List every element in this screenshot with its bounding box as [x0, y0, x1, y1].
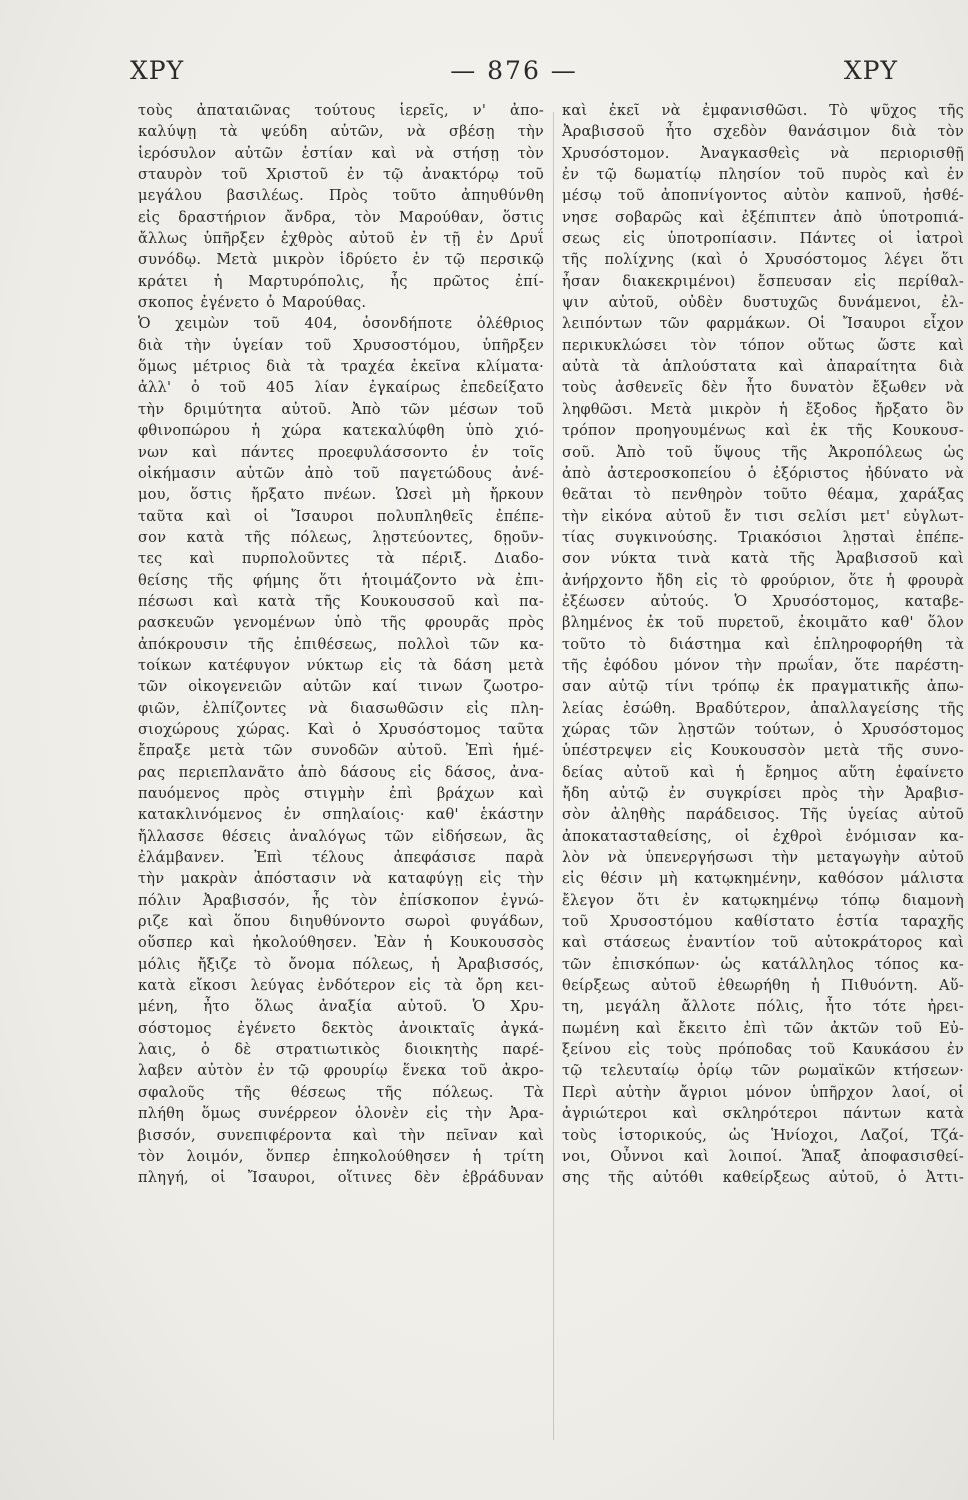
- text-line: σον νύκτα τινὰ κατὰ τῆς Ἀραβισσοῦ καὶ: [562, 550, 964, 568]
- text-line: νησε σοβαρῶς καὶ ἐξέπιπτεν ἀπὸ ὑποτροπιά-: [562, 208, 964, 226]
- text-line: τὴν δριμύτητα αὐτοῦ. Ἀπὸ τῶν μέσων τοῦ: [138, 400, 544, 418]
- text-line: Ὁ χειμὼν τοῦ 404, ὁσονδήποτε ὀλέθριος: [138, 315, 544, 333]
- text-line: οἰκήμασιν αὐτῶν ἀπὸ τοῦ παγετώδους ἀνέ-: [138, 464, 544, 482]
- text-line: καλύψῃ τὰ ψεύδη αὐτῶν, νὰ σβέσῃ τὴν: [138, 123, 544, 141]
- text-line: σης τῆς αὐτόθι καθείρξεως αὐτοῦ, ὁ Ἀττι-: [562, 1169, 964, 1187]
- text-line: τοίκων κατέφυγον νύκτωρ εἰς τὰ δάση μετὰ: [138, 656, 544, 674]
- header-right: ΧΡΥ: [843, 55, 898, 85]
- text-line: τοὺς ἱστορικούς, ὡς Ἡνίοχοι, Λαζοί, Τζά-: [562, 1126, 964, 1144]
- text-line: ρασκευῶν γενομένων ὑπὸ τῆς φρουρᾶς πρὸς: [138, 614, 544, 632]
- text-line: σὸν ἀληθὴς παράδεισος. Τῆς ὑγείας αὐτοῦ: [562, 806, 964, 824]
- text-line: τῆς ἐφόδου μόνον τὴν πρωΐαν, ὅτε παρέστη-: [562, 656, 964, 674]
- text-line: ἐλάμβανεν. Ἐπὶ τέλους ἀπεφάσισε παρὰ: [138, 849, 544, 867]
- text-line: σκοπος ἐγένετο ὁ Μαρούθας.: [138, 294, 367, 312]
- text-line: λαβεν αὐτὸν ἐν τῷ φρουρίῳ ἕνεκα τοῦ ἀκρο-: [138, 1062, 544, 1080]
- text-line: ὑπέστρεψεν εἰς Κουκουσσὸν μετὰ τῆς συνο-: [562, 742, 964, 760]
- text-line: τῶν οἰκογενειῶν αὐτῶν καί τινων ζωοτρο-: [138, 678, 544, 696]
- text-line: λαις, ὁ δὲ στρατιωτικὸς διοικητὴς παρέ-: [138, 1041, 544, 1059]
- text-line: ἀνήρχοντο ἤδη εἰς τὸ φρούριον, ὅτε ἡ φρουρὰ: [562, 571, 964, 589]
- text-line: ἐν τῷ δωματίῳ πλησίον τοῦ πυρὸς καὶ ἐν: [562, 166, 964, 184]
- text-line: τες καὶ πυρπολοῦντες τὰ πέριξ. Διαδο-: [138, 550, 544, 568]
- text-line: θεᾶται τὸ πενθηρὸν τοῦτο θέαμα, χαράξας: [562, 486, 964, 504]
- right-column: [562, 100, 964, 1189]
- text-line: ἀπόκρουσιν τῆς ἐπιθέσεως, πολλοὶ τῶν κα-: [138, 635, 544, 653]
- text-line: πληγή, οἱ Ἴσαυροι, οἵτινες δὲν ἐβράδυναν: [138, 1169, 544, 1187]
- text-line: τίας συγκινούσης. Τριακόσιοι λῃσταὶ ἐπέπε-: [562, 528, 964, 546]
- text-line: καὶ ἐκεῖ νὰ ἐμφανισθῶσι. Τὸ ψῦχος τῆς: [562, 102, 964, 119]
- text-line: τὴν εἰκόνα αὐτοῦ ἔν τισι σελίσι μετ' εὐγλωτ-: [562, 507, 964, 525]
- text-line: νων καὶ πάντες προεφυλάσσοντο ἐν τοῖς: [138, 443, 544, 461]
- text-line: λείας ἐσώθη. Βραδύτερον, ἀπαλλαγείσης τῆς: [562, 699, 964, 717]
- text-line: θείρξεως αὐτοῦ ἐθεωρήθη ἡ Πιθυόντη. Αὕ-: [562, 977, 964, 995]
- running-head: [130, 50, 898, 90]
- text-line: νοι, Οὖννοι καὶ λοιποί. Ἅπαξ ἀποφασισθεί-: [562, 1147, 964, 1165]
- text-line: ὅμως μέτριος διὰ τὰ τραχέα ἐκεῖνα κλίματα·: [138, 358, 544, 376]
- text-line: τοὺς ἀσθενεῖς δὲν ἦτο δυνατὸν ἔξωθεν νὰ: [562, 379, 964, 397]
- text-line: τῶν ἐπισκόπων· ὡς κατάλληλος τόπος κα-: [562, 955, 964, 973]
- text-line: τῆς πολίχνης (καὶ ὁ Χρυσόστομος λέγει ὅτι: [562, 251, 964, 269]
- text-line: ληφθῶσι. Μετὰ μικρὸν ἡ ἔξοδος ἤρξατο ὃν: [562, 400, 964, 418]
- text-line: ρας περιεπλανᾶτο ἀπὸ δάσους εἰς δάσος, ἀνα-: [138, 763, 544, 781]
- column-divider: [553, 112, 554, 1440]
- left-column: [138, 100, 544, 1189]
- text-line: βισσόν, συνεπιφέροντα καὶ τὴν πεῖναν καὶ: [138, 1126, 544, 1144]
- text-line: ἀλλ' ὁ τοῦ 405 λίαν ἐγκαίρως ἐπεδείξατο: [138, 379, 544, 397]
- text-line: ἦσαν διακεκριμένοι) ἔσπευσαν εἰς περίθαλ-: [562, 272, 964, 290]
- text-line: σιοχώρους χώρας. Καὶ ὁ Χρυσόστομος ταῦτα: [138, 720, 544, 738]
- text-line: διὰ τὴν ὑγείαν τοῦ Χρυσοστόμου, ὑπῆρξεν: [138, 336, 544, 354]
- text-line: κράτει ἡ Μαρτυρόπολις, ἧς πρῶτος ἐπί-: [138, 272, 544, 290]
- text-line: σταυρὸν τοῦ Χριστοῦ ἐν τῷ ἀνακτόρῳ τοῦ: [138, 166, 544, 184]
- text-line: τοὺς ἀπαταιῶνας τούτους ἱερεῖς, ν' ἀπο-: [138, 102, 544, 119]
- text-line: μεγάλου βασιλέως. Πρὸς τοῦτο ἀπηυθύνθη: [138, 187, 544, 205]
- text-line: θείσης τῆς φήμης ὅτι ἡτοιμάζοντο νὰ ἐπι-: [138, 571, 544, 589]
- text-line: σφαλοῦς τῆς θέσεως τῆς πόλεως. Τὰ: [138, 1083, 544, 1101]
- page-number: — 876 —: [450, 55, 578, 85]
- text-line: φιῶν, ἐλπίζοντες νὰ διασωθῶσιν εἰς πλη-: [138, 699, 544, 717]
- text-line: τοῦτο τὸ διάστημα καὶ ἐπληροφορήθη τὰ: [562, 635, 964, 653]
- text-line: κατακλινόμενος ἐν σπηλαίοις· καθ' ἑκάστην: [138, 806, 544, 824]
- text-line: ἀγριώτεροι καὶ σκληρότεροι πάντων κατὰ: [562, 1105, 964, 1123]
- text-line: ἔλεγον ὅτι ἐν κατῳκημένῳ τόπῳ διαμονὴ: [562, 891, 964, 909]
- text-line: σόστομος ἐγένετο δεκτὸς ἀνοικταῖς ἀγκά-: [138, 1019, 544, 1037]
- text-line: συνόδῳ. Μετὰ μικρὸν ἱδρύετο ἐν τῷ περσικῷ: [138, 251, 544, 269]
- text-line: περικυκλώσει τὸν τόπον οὕτως ὥστε καὶ: [562, 336, 964, 354]
- header-left: ΧΡΥ: [130, 55, 185, 85]
- text-line: Περὶ αὐτὴν ἄγριοι μόνον ὑπῆρχον λαοί, οἱ: [562, 1083, 964, 1101]
- text-line: ψιν αὐτοῦ, οὐδὲν δυστυχῶς δυνάμενοι, ἐλ-: [562, 294, 964, 312]
- text-line: ἱερόσυλον αὐτῶν ἑστίαν καὶ νὰ στήσῃ τὸν: [138, 144, 544, 162]
- text-line: πέσωσι καὶ κατὰ τῆς Κουκουσσοῦ καὶ πα-: [138, 592, 544, 610]
- text-line: τοῦ Χρυσοστόμου καθίστατο ἑστία ταραχῆς: [562, 913, 964, 931]
- text-line: μέσῳ τοῦ ἀποπνίγοντος αὐτὸν καπνοῦ, ἠσθέ-: [562, 187, 964, 205]
- text-line: ἤδη αὐτῷ ἐν συγκρίσει πρὸς τὴν Ἀραβισ-: [562, 785, 964, 802]
- text-line: πόλιν Ἀραβισσόν, ἧς τὸν ἐπίσκοπον ἐγνώ-: [138, 891, 544, 909]
- text-line: δείας αὐτοῦ καὶ ἡ ἔρημος αὕτη ἐφαίνετο: [562, 763, 964, 781]
- text-line: Χρυσόστομον. Ἀναγκασθεὶς νὰ περιορισθῇ: [562, 144, 964, 162]
- text-line: τὴν μακρὰν ἀπόστασιν νὰ καταφύγῃ εἰς τὴν: [138, 870, 544, 888]
- text-line: σον κατὰ τῆς πόλεως, λῃστεύοντες, δῃοῦν-: [138, 528, 544, 546]
- text-line: ἄλλως ὑπῆρξεν ἐχθρὸς αὐτοῦ ἐν τῇ ἐν Δρυΐ: [138, 230, 544, 248]
- text-line: σεως εἰς ὑποτροπίασιν. Πάντες οἱ ἰατροὶ: [562, 230, 964, 248]
- text-line: ριζε καὶ ὅπου διηυθύνοντο σωροὶ φυγάδων,: [138, 913, 544, 931]
- text-line: Ἀραβισσοῦ ἦτο σχεδὸν θανάσιμον διὰ τὸν: [562, 123, 964, 141]
- text-line: παυόμενος πρὸς στιγμὴν ἐπὶ βράχων καὶ: [138, 785, 544, 802]
- text-line: αὐτὰ τὰ ἁπλούστατα καὶ ἀπαραίτητα διὰ: [562, 358, 964, 376]
- text-line: φθινοπώρου ἡ χώρα κατεκαλύφθη ὑπὸ χιό-: [138, 422, 544, 440]
- text-line: σοῦ. Ἀπὸ τοῦ ὕψους τῆς Ἀκροπόλεως ὡς: [562, 443, 964, 461]
- text-line: κατὰ εἴκοσι λεύγας ἐνδότερον εἰς τὰ ὄρη κει-: [138, 977, 544, 995]
- text-line: τῷ τελευταίῳ ὁρίῳ τῶν ρωμαϊκῶν κτήσεων·: [562, 1062, 964, 1080]
- text-line: χώρας τῶν λῃστῶν τούτων, ὁ Χρυσόστομος: [562, 720, 964, 738]
- text-line: ξείνου εἰς τοὺς πρόποδας τοῦ Καυκάσου ἐν: [562, 1041, 964, 1059]
- text-line: καὶ στάσεως ἐναντίον τοῦ αὐτοκράτορος καὶ: [562, 934, 964, 952]
- text-line: εἰς θέσιν μὴ κατῳκημένην, καθόσον μάλιστα: [562, 870, 964, 888]
- text-line: ἀπὸ ἀστεροσκοπείου ὁ ἐξόριστος ἠδύνατο νὰ: [562, 464, 964, 482]
- text-line: πωμένη καὶ ἔκειτο ἐπὶ τῶν ἀκτῶν τοῦ Εὐ-: [562, 1019, 964, 1037]
- text-line: ἀποκατασταθείσης, οἱ ἐχθροὶ ἐνόμισαν κα-: [562, 827, 964, 845]
- text-line: λὸν νὰ ὑπενεργήσωσι τὴν μεταγωγὴν αὐτοῦ: [562, 849, 964, 867]
- text-line: ἔπραξε μετὰ τῶν συνοδῶν αὐτοῦ. Ἐπὶ ἡμέ-: [138, 742, 544, 760]
- text-line: τὸν λοιμόν, ὅνπερ ἐπηκολούθησεν ἡ τρίτη: [138, 1147, 544, 1165]
- text-line: μόλις ἤξιζε τὸ ὄνομα πόλεως, ἡ Ἀραβισσός,: [138, 955, 544, 973]
- text-line: εἰς δραστήριον ἄνδρα, τὸν Μαρούθαν, ὅστις: [138, 208, 544, 226]
- text-line: λειπόντων τῶν φαρμάκων. Οἱ Ἴσαυροι εἶχον: [562, 315, 964, 333]
- text-line: ταῦτα καὶ οἱ Ἴσαυροι πολυπληθεῖς ἐπέπε-: [138, 507, 544, 525]
- text-line: μένη, ἦτο ὅλως ἀναξία αὐτοῦ. Ὁ Χρυ-: [138, 998, 544, 1016]
- text-line: πλήθη ὅμως συνέρρεον ὁλονὲν εἰς τὴν Ἀρα-: [138, 1105, 544, 1123]
- text-line: μου, ὅστις ἤρξατο πνέων. Ὡσεὶ μὴ ἤρκουν: [138, 486, 544, 504]
- text-line: τρόπον προηγουμένως καὶ ἐκ τῆς Κουκουσ-: [562, 422, 964, 440]
- text-line: βλημένος ἐκ τοῦ πυρετοῦ, ἐκοιμᾶτο καθ' ὅλον: [562, 614, 964, 632]
- text-line: ἤλλασσε θέσεις ἀναλόγως τῶν εἰδήσεων, ἃς: [138, 827, 544, 845]
- text-line: τη, μεγάλη ἄλλοτε πόλις, ἦτο τότε ἠρει-: [562, 998, 964, 1016]
- text-line: σαν αὐτῷ τίνι τρόπῳ ἐκ πραγματικῆς ἀπω-: [562, 678, 964, 696]
- text-line: ἐξέωσεν αὐτούς. Ὁ Χρυσόστομος, καταβε-: [562, 592, 964, 610]
- text-line: οὕσπερ καὶ ἠκολούθησεν. Ἐὰν ἡ Κουκουσσὸς: [138, 934, 544, 952]
